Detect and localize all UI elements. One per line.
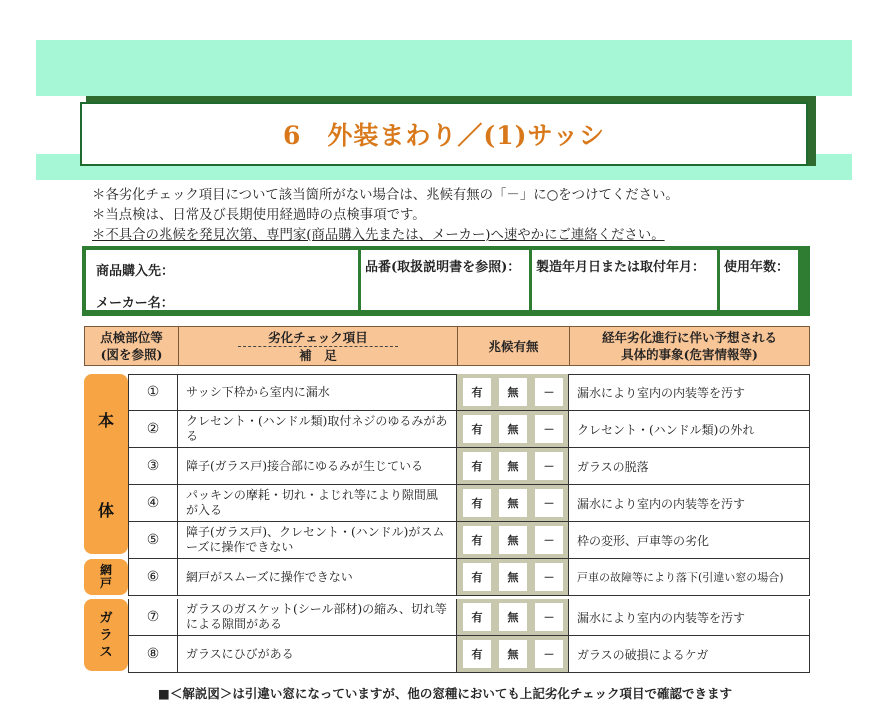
sign-yes-option[interactable]: 有 <box>463 526 491 554</box>
sign-na-option[interactable]: － <box>535 640 563 668</box>
check-table <box>84 374 810 672</box>
sign-no-option[interactable]: 無 <box>499 526 527 554</box>
expected-result: 戸車の故障等により落下(引違い窓の場合) <box>569 559 810 595</box>
row-number: ① <box>128 374 178 410</box>
group-glass <box>84 599 128 671</box>
title-box <box>80 102 808 166</box>
sign-options <box>457 636 569 672</box>
row-number: ③ <box>128 448 178 484</box>
table-row <box>128 374 810 411</box>
note-2: ＊当点検は、日常及び長期使用経過時の点検事項です。 <box>92 208 426 223</box>
row-number: ② <box>128 411 178 447</box>
table-row <box>128 636 810 673</box>
check-item: パッキンの摩耗・切れ・よじれ等により隙間風が入る <box>178 485 457 521</box>
years-cell[interactable] <box>720 250 798 310</box>
sign-na-option[interactable]: － <box>535 415 563 443</box>
group-glass-label: ガ ラ ス <box>99 610 113 660</box>
sign-options <box>457 559 569 595</box>
table-header <box>84 326 810 366</box>
notes <box>92 186 792 246</box>
group-body <box>84 374 128 554</box>
sign-no-option[interactable]: 無 <box>499 640 527 668</box>
header-result-1: 経年劣化進行に伴い予想される <box>601 330 777 345</box>
sign-na-option[interactable]: － <box>535 489 563 517</box>
header-part-1: 点検部位等 <box>100 330 163 345</box>
sign-na-option[interactable]: － <box>535 563 563 591</box>
sign-na-option[interactable]: － <box>535 452 563 480</box>
purchase-maker-cell[interactable] <box>86 250 358 310</box>
sign-na-option[interactable]: － <box>535 526 563 554</box>
sign-yes-option[interactable]: 有 <box>463 415 491 443</box>
sign-yes-option[interactable]: 有 <box>463 489 491 517</box>
header-result <box>570 327 809 365</box>
footer-note: ■＜解説図＞は引違い窓になっていますが、他の窓種においても上記劣化チェック項目で確認できます <box>158 686 732 701</box>
table-row <box>128 448 810 485</box>
header-sign-label: 兆候有無 <box>488 338 539 354</box>
date-cell[interactable] <box>532 250 717 310</box>
expected-result: ガラスの脱落 <box>569 448 810 484</box>
expected-result: 漏水により室内の内装等を汚す <box>569 374 810 410</box>
expected-result: 枠の変形、戸車等の劣化 <box>569 522 810 558</box>
check-item: 障子(ガラス戸)、クレセント・(ハンドル)がスムーズに操作できない <box>178 522 457 558</box>
sign-yes-option[interactable]: 有 <box>463 452 491 480</box>
sign-no-option[interactable]: 無 <box>499 378 527 406</box>
group-body-top: 本 <box>97 410 114 430</box>
group-body-bottom: 体 <box>97 500 114 520</box>
note-1: ＊各劣化チェック項目について該当箇所がない場合は、兆候有無の「－」に○をつけてください。 <box>92 188 679 203</box>
table-row <box>128 599 810 636</box>
sign-no-option[interactable]: 無 <box>499 603 527 631</box>
sign-options <box>457 522 569 558</box>
model-label: 品番(取扱説明書を参照)： <box>365 260 521 275</box>
row-number: ④ <box>128 485 178 521</box>
check-item: クレセント・(ハンドル類)取付ネジのゆるみがある <box>178 411 457 447</box>
header-part-2: (図を参照) <box>100 347 163 362</box>
check-item: 障子(ガラス戸)接合部にゆるみが生じている <box>178 448 457 484</box>
table-row <box>128 411 810 448</box>
maker-label: メーカー名： <box>96 296 174 311</box>
header-sign <box>458 327 570 365</box>
header-check <box>179 327 458 365</box>
row-number: ⑦ <box>128 599 178 635</box>
expected-result: ガラスの破損によるケガ <box>569 636 810 672</box>
sign-options <box>457 599 569 635</box>
years-label: 使用年数： <box>724 260 790 275</box>
sign-no-option[interactable]: 無 <box>499 563 527 591</box>
expected-result: クレセント・(ハンドル類)の外れ <box>569 411 810 447</box>
row-number: ⑧ <box>128 636 178 672</box>
sign-no-option[interactable]: 無 <box>499 452 527 480</box>
page-title: 6 外装まわり／(1)サッシ <box>283 121 605 150</box>
sign-no-option[interactable]: 無 <box>499 415 527 443</box>
header-check-2: 補 足 <box>299 347 337 363</box>
sign-no-option[interactable]: 無 <box>499 489 527 517</box>
sign-yes-option[interactable]: 有 <box>463 640 491 668</box>
sign-options <box>457 374 569 410</box>
check-item: 網戸がスムーズに操作できない <box>178 559 457 595</box>
model-cell[interactable] <box>361 250 529 310</box>
table-row <box>128 559 810 596</box>
date-label: 製造年月日または取付年月： <box>536 260 706 275</box>
note-3: ＊不具合の兆候を発見次第、専門家(商品購入先または、メーカー)へ速やかにご連絡ください。 <box>92 228 665 243</box>
group-screen <box>84 559 128 595</box>
sign-options <box>457 485 569 521</box>
sign-na-option[interactable]: － <box>535 603 563 631</box>
expected-result: 漏水により室内の内装等を汚す <box>569 599 810 635</box>
check-item: ガラスのガスケット(シール部材)の縮み、切れ等による隙間がある <box>178 599 457 635</box>
row-number: ⑥ <box>128 559 178 595</box>
check-item: サッシ下枠から室内に漏水 <box>178 374 457 410</box>
table-row <box>128 485 810 522</box>
group-screen-label: 網 戸 <box>99 563 112 590</box>
info-form <box>82 246 810 316</box>
check-item: ガラスにひびがある <box>178 636 457 672</box>
sign-options <box>457 411 569 447</box>
sign-yes-option[interactable]: 有 <box>463 603 491 631</box>
sign-yes-option[interactable]: 有 <box>463 378 491 406</box>
sign-yes-option[interactable]: 有 <box>463 563 491 591</box>
header-result-2: 具体的事象(危害情報等) <box>621 347 758 362</box>
sign-na-option[interactable]: － <box>535 378 563 406</box>
sign-options <box>457 448 569 484</box>
header-part <box>85 327 179 365</box>
row-number: ⑤ <box>128 522 178 558</box>
expected-result: 漏水により室内の内装等を汚す <box>569 485 810 521</box>
header-check-1: 劣化チェック項目 <box>238 329 398 347</box>
table-row <box>128 522 810 559</box>
purchase-label: 商品購入先： <box>96 264 175 279</box>
